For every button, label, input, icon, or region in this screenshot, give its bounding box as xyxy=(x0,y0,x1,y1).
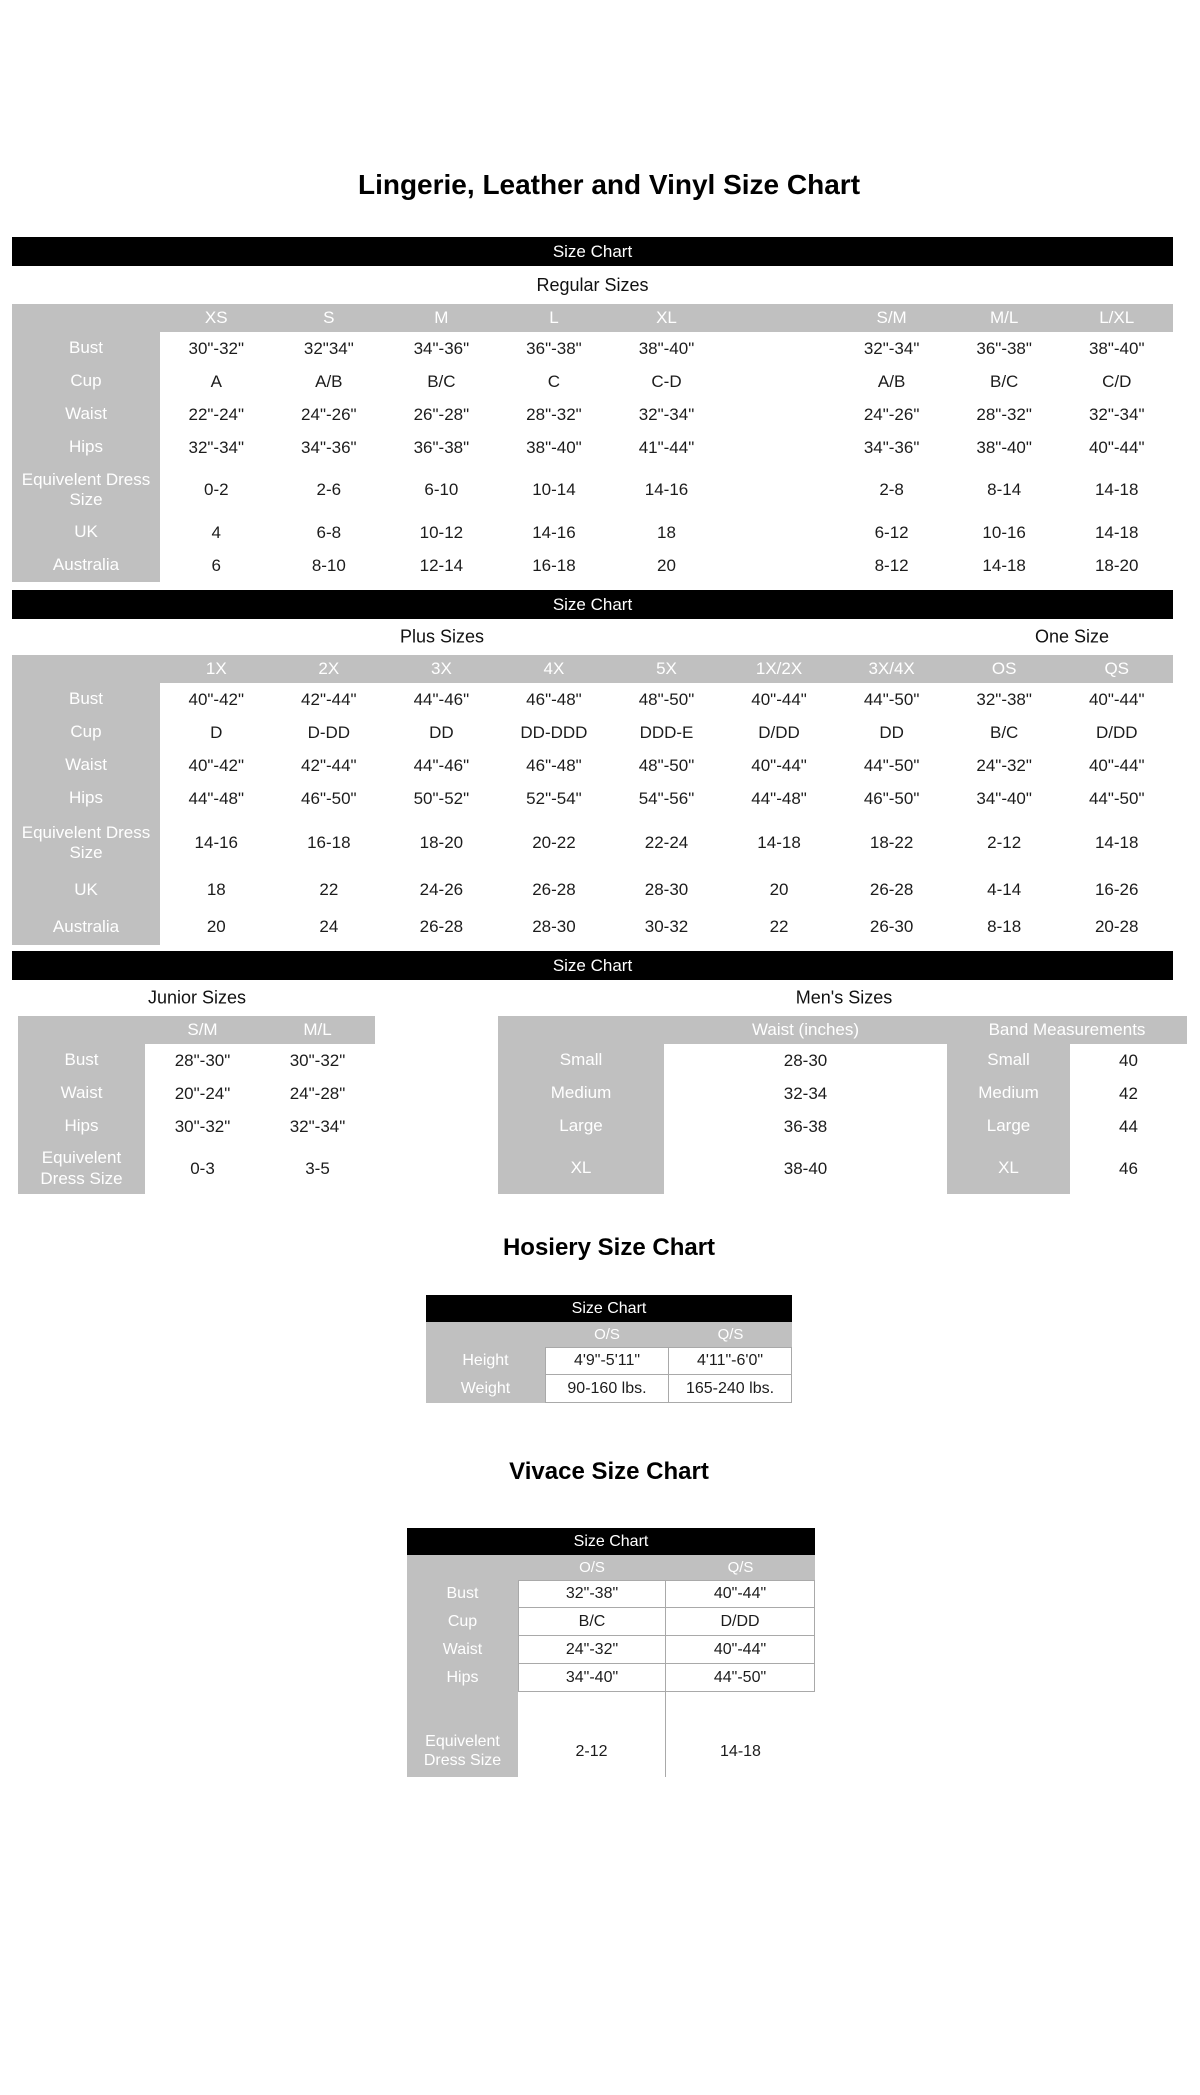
table-cell: 28-30 xyxy=(498,909,611,945)
table-cell: 34"-40" xyxy=(518,1664,666,1692)
junior-sizes-table xyxy=(18,1016,375,1194)
table-cell: 22"-24" xyxy=(160,398,273,431)
size-chart-bar-hosiery xyxy=(426,1295,792,1322)
table-cell: DDD-E xyxy=(610,716,723,749)
row-label: Equivelent Dress Size xyxy=(407,1726,518,1777)
table-cell: C-D xyxy=(610,365,723,398)
table-cell xyxy=(723,549,836,582)
table-cell: 18-22 xyxy=(835,815,948,871)
table-cell: 22 xyxy=(273,871,386,909)
table-row-dress-size xyxy=(407,1726,815,1777)
table-row-cup xyxy=(12,716,1173,749)
table-cell: 32"-34" xyxy=(835,332,948,365)
table-cell: 8-14 xyxy=(948,464,1061,516)
row-label: Equivelent Dress Size xyxy=(12,464,160,516)
table-cell xyxy=(723,332,836,365)
column-header: 4X xyxy=(498,655,611,683)
table-cell: 32"-38" xyxy=(948,683,1061,716)
table-cell: 38-40 xyxy=(664,1143,947,1194)
table-cell: 8-18 xyxy=(948,909,1061,945)
column-header: L xyxy=(498,304,611,332)
table-cell: 42"-44" xyxy=(273,749,386,782)
column-header xyxy=(723,304,836,332)
row-label: Hips xyxy=(12,782,160,815)
table-cell: 18-20 xyxy=(385,815,498,871)
table-row-bust xyxy=(12,683,1173,716)
row-label: Bust xyxy=(12,332,160,365)
page-header xyxy=(12,168,1200,202)
table-cell xyxy=(723,398,836,431)
table-cell: B/C xyxy=(948,365,1061,398)
table-cell: 40"-44" xyxy=(666,1636,815,1664)
size-chart-bar-label: Size Chart xyxy=(552,955,633,975)
table-cell: 44"-46" xyxy=(385,683,498,716)
row-label: Height xyxy=(426,1347,545,1375)
table-cell: 14-18 xyxy=(1060,464,1173,516)
table-cell: 24"-26" xyxy=(273,398,386,431)
table-row-cup xyxy=(407,1608,815,1636)
row-label: Large xyxy=(947,1110,1070,1143)
header-corner-cell xyxy=(12,304,160,332)
row-label: Cup xyxy=(12,365,160,398)
row-label: Weight xyxy=(426,1375,545,1403)
size-chart-bar-plus xyxy=(12,590,1173,619)
mens-sizes-table xyxy=(498,1016,1187,1194)
column-header: L/XL xyxy=(1060,304,1173,332)
table-cell: 4'9"-5'11" xyxy=(545,1347,669,1375)
table-cell: 10-16 xyxy=(948,516,1061,549)
size-chart-bar-label: Size Chart xyxy=(571,1299,647,1317)
table-row-australia xyxy=(12,909,1173,945)
table-cell: 6-8 xyxy=(273,516,386,549)
table-cell: 30"-32" xyxy=(145,1110,260,1143)
table-cell: 26-28 xyxy=(385,909,498,945)
table-cell: 10-12 xyxy=(385,516,498,549)
table-cell: 44 xyxy=(1070,1110,1187,1143)
vivace-heading-wrap xyxy=(12,1456,1200,1488)
size-chart-bar-regular xyxy=(12,237,1173,266)
table-cell: 6 xyxy=(160,549,273,582)
table-cell: C xyxy=(498,365,611,398)
mens-sizes-label: Men's Sizes xyxy=(795,987,893,1008)
column-header: M xyxy=(385,304,498,332)
column-header: O/S xyxy=(545,1322,669,1347)
table-cell: 30"-32" xyxy=(160,332,273,365)
table-cell xyxy=(723,365,836,398)
table-cell: 14-16 xyxy=(498,516,611,549)
table-cell: 14-16 xyxy=(610,464,723,516)
table-cell: 34"-36" xyxy=(385,332,498,365)
table-cell: 20-28 xyxy=(1060,909,1173,945)
table-cell: 46"-48" xyxy=(498,749,611,782)
table-cell: 4-14 xyxy=(948,871,1061,909)
table-row-medium xyxy=(498,1077,1187,1110)
table-cell: 38"-40" xyxy=(498,431,611,464)
row-label: Hips xyxy=(407,1664,518,1692)
table-cell: 24"-26" xyxy=(835,398,948,431)
table-cell: 26-28 xyxy=(498,871,611,909)
table-cell: 40"-44" xyxy=(1060,431,1173,464)
table-cell: 30-32 xyxy=(610,909,723,945)
header-corner-cell xyxy=(426,1322,545,1347)
table-row-australia xyxy=(12,549,1173,582)
table-cell: C/D xyxy=(1060,365,1173,398)
mens-header-row xyxy=(498,1016,1187,1044)
table-cell: 16-26 xyxy=(1060,871,1173,909)
table-cell: 44"-48" xyxy=(160,782,273,815)
table-cell: 26"-28" xyxy=(385,398,498,431)
row-label: Bust xyxy=(12,683,160,716)
header-corner-cell xyxy=(407,1555,518,1580)
table-cell: 18-20 xyxy=(1060,549,1173,582)
table-cell: 36-38 xyxy=(664,1110,947,1143)
table-cell: 54"-56" xyxy=(610,782,723,815)
column-header: S/M xyxy=(835,304,948,332)
row-label: UK xyxy=(12,871,160,909)
table-cell: 40"-44" xyxy=(1060,683,1173,716)
table-row-xl xyxy=(498,1143,1187,1194)
table-row-waist xyxy=(12,749,1173,782)
column-header: S xyxy=(273,304,386,332)
table-row-hips xyxy=(12,431,1173,464)
table-row-large xyxy=(498,1110,1187,1143)
table-row-hips xyxy=(407,1664,815,1692)
table-cell: 2-12 xyxy=(948,815,1061,871)
table-cell: D/DD xyxy=(1060,716,1173,749)
table-cell: 26-28 xyxy=(835,871,948,909)
table-cell: 24"-32" xyxy=(948,749,1061,782)
column-header: O/S xyxy=(518,1555,666,1580)
table-cell: DD xyxy=(385,716,498,749)
table-cell: 34"-40" xyxy=(948,782,1061,815)
column-header: S/M xyxy=(145,1016,260,1044)
table-cell: 30"-32" xyxy=(260,1044,375,1077)
plus-one-size-heading xyxy=(12,619,1173,655)
table-cell: 28"-30" xyxy=(145,1044,260,1077)
row-label: Waist xyxy=(12,749,160,782)
table-cell: 32-34 xyxy=(664,1077,947,1110)
table-cell: 44"-50" xyxy=(835,749,948,782)
row-label: Medium xyxy=(947,1077,1070,1110)
table-cell: A xyxy=(160,365,273,398)
plus-sizes-table xyxy=(12,655,1173,945)
row-label: XL xyxy=(498,1143,664,1194)
table-row-bust xyxy=(407,1580,815,1608)
table-cell: A/B xyxy=(273,365,386,398)
column-header: 1X xyxy=(160,655,273,683)
table-cell: D/DD xyxy=(723,716,836,749)
table-cell: 44"-46" xyxy=(385,749,498,782)
table-cell: 16-18 xyxy=(273,815,386,871)
table-cell: 20"-24" xyxy=(145,1077,260,1110)
junior-sizes-label: Junior Sizes xyxy=(147,987,247,1008)
column-header: XS xyxy=(160,304,273,332)
hosiery-header-row xyxy=(426,1322,792,1347)
table-cell: 46"-48" xyxy=(498,683,611,716)
row-label xyxy=(407,1692,518,1726)
table-cell: 46"-50" xyxy=(835,782,948,815)
table-cell: 24"-32" xyxy=(518,1636,666,1664)
row-label: Small xyxy=(498,1044,664,1077)
table-row-dress-size xyxy=(18,1143,375,1194)
table-cell xyxy=(723,464,836,516)
table-cell: 20 xyxy=(160,909,273,945)
table-cell: 32"-34" xyxy=(260,1110,375,1143)
empty-cell xyxy=(518,1692,666,1726)
table-cell: 48"-50" xyxy=(610,683,723,716)
table-cell: B/C xyxy=(518,1608,666,1636)
row-label: Waist xyxy=(407,1636,518,1664)
table-cell: 0-3 xyxy=(145,1143,260,1194)
table-cell: 38"-40" xyxy=(1060,332,1173,365)
table-cell: 44"-50" xyxy=(666,1664,815,1692)
table-cell: 50"-52" xyxy=(385,782,498,815)
table-cell: 52"-54" xyxy=(498,782,611,815)
table-row-bust xyxy=(18,1044,375,1077)
table-cell: 42"-44" xyxy=(273,683,386,716)
table-cell: 14-18 xyxy=(948,549,1061,582)
table-cell: 20 xyxy=(610,549,723,582)
size-chart-bar-vivace xyxy=(407,1528,815,1555)
column-header: 5X xyxy=(610,655,723,683)
table-cell: 2-6 xyxy=(273,464,386,516)
table-cell: 28-30 xyxy=(610,871,723,909)
table-cell: 18 xyxy=(160,871,273,909)
regular-sizes-heading xyxy=(12,266,1173,304)
table-cell: 48"-50" xyxy=(610,749,723,782)
row-label: XL xyxy=(947,1143,1070,1194)
row-label: Hips xyxy=(12,431,160,464)
table-cell: 12-14 xyxy=(385,549,498,582)
header-corner-cell xyxy=(18,1016,145,1044)
table-row-weight xyxy=(426,1375,792,1403)
row-label: Large xyxy=(498,1110,664,1143)
plus-header-row xyxy=(12,655,1173,683)
row-label: Bust xyxy=(407,1580,518,1608)
band-measurements-header: Band Measurements xyxy=(947,1016,1187,1044)
table-cell: 8-10 xyxy=(273,549,386,582)
table-cell: 28"-32" xyxy=(498,398,611,431)
table-cell: 26-30 xyxy=(835,909,948,945)
table-cell xyxy=(723,516,836,549)
table-cell: 40"-44" xyxy=(1060,749,1173,782)
one-size-label: One Size xyxy=(1034,626,1110,647)
table-cell: 14-16 xyxy=(160,815,273,871)
table-cell: 28"-32" xyxy=(948,398,1061,431)
table-cell: 16-18 xyxy=(498,549,611,582)
row-label: Hips xyxy=(18,1110,145,1143)
size-chart-bar-label: Size Chart xyxy=(573,1532,649,1550)
junior-header-row xyxy=(18,1016,375,1044)
row-label: Waist xyxy=(12,398,160,431)
vivace-header-row xyxy=(407,1555,815,1580)
header-corner-cell xyxy=(498,1016,664,1044)
table-cell: 46 xyxy=(1070,1143,1187,1194)
row-label: Equivelent Dress Size xyxy=(12,815,160,871)
empty-cell xyxy=(666,1692,815,1726)
column-header: 2X xyxy=(273,655,386,683)
table-cell: 44"-50" xyxy=(1060,782,1173,815)
table-cell: 90-160 lbs. xyxy=(545,1375,669,1403)
table-row-uk xyxy=(12,516,1173,549)
table-cell: 14-18 xyxy=(666,1726,815,1777)
table-cell: B/C xyxy=(948,716,1061,749)
column-header: Q/S xyxy=(666,1555,815,1580)
table-cell: 42 xyxy=(1070,1077,1187,1110)
table-cell: 8-12 xyxy=(835,549,948,582)
table-cell: 40"-42" xyxy=(160,683,273,716)
table-cell: 4'11"-6'0" xyxy=(669,1347,792,1375)
table-cell: 34"-36" xyxy=(273,431,386,464)
table-cell: 32"34" xyxy=(273,332,386,365)
table-cell: 40"-44" xyxy=(723,683,836,716)
hosiery-heading: Hosiery Size Chart xyxy=(502,1234,716,1261)
row-label: Waist xyxy=(18,1077,145,1110)
row-label: Cup xyxy=(407,1608,518,1636)
table-row-hips xyxy=(12,782,1173,815)
column-header: M/L xyxy=(948,304,1061,332)
table-cell: 36"-38" xyxy=(498,332,611,365)
table-cell: 32"-34" xyxy=(610,398,723,431)
table-cell: 46"-50" xyxy=(273,782,386,815)
column-header: 3X xyxy=(385,655,498,683)
table-cell: 0-2 xyxy=(160,464,273,516)
table-cell: 32"-34" xyxy=(160,431,273,464)
size-chart-bar-label: Size Chart xyxy=(552,594,633,614)
row-label: Medium xyxy=(498,1077,664,1110)
table-cell: 44"-50" xyxy=(835,683,948,716)
table-cell: 14-18 xyxy=(723,815,836,871)
table-cell: 40"-44" xyxy=(723,749,836,782)
table-cell: 18 xyxy=(610,516,723,549)
table-cell: D-DD xyxy=(273,716,386,749)
table-row-small xyxy=(498,1044,1187,1077)
regular-sizes-table xyxy=(12,304,1173,582)
table-cell: 2-8 xyxy=(835,464,948,516)
table-cell: 40 xyxy=(1070,1044,1187,1077)
header-corner-cell xyxy=(12,655,160,683)
table-row-bust xyxy=(12,332,1173,365)
column-header: 1X/2X xyxy=(723,655,836,683)
row-label: Bust xyxy=(18,1044,145,1077)
column-header: XL xyxy=(610,304,723,332)
table-row-waist xyxy=(12,398,1173,431)
row-label: Cup xyxy=(12,716,160,749)
table-cell: 22 xyxy=(723,909,836,945)
table-cell: 40"-44" xyxy=(666,1580,815,1608)
table-cell: 34"-36" xyxy=(835,431,948,464)
table-cell: 6-10 xyxy=(385,464,498,516)
table-cell: 10-14 xyxy=(498,464,611,516)
table-cell: 3-5 xyxy=(260,1143,375,1194)
plus-sizes-label: Plus Sizes xyxy=(399,626,485,647)
table-cell: 14-18 xyxy=(1060,516,1173,549)
table-row-dress-size xyxy=(12,815,1173,871)
table-cell: 24"-28" xyxy=(260,1077,375,1110)
row-label: Small xyxy=(947,1044,1070,1077)
table-cell: D/DD xyxy=(666,1608,815,1636)
column-header: 3X/4X xyxy=(835,655,948,683)
table-cell xyxy=(723,431,836,464)
table-cell: 14-18 xyxy=(1060,815,1173,871)
row-label: Equivelent Dress Size xyxy=(18,1143,145,1194)
row-label: Australia xyxy=(12,549,160,582)
table-cell: 38"-40" xyxy=(610,332,723,365)
table-cell: 2-12 xyxy=(518,1726,666,1777)
table-row-dress-size xyxy=(12,464,1173,516)
vivace-table xyxy=(407,1528,815,1777)
table-cell: 40"-42" xyxy=(160,749,273,782)
table-row-uk xyxy=(12,871,1173,909)
size-chart-bar-junior-mens xyxy=(12,951,1173,980)
table-cell: 28-30 xyxy=(664,1044,947,1077)
table-cell: 36"-38" xyxy=(948,332,1061,365)
table-cell: 41"-44" xyxy=(610,431,723,464)
table-cell: 6-12 xyxy=(835,516,948,549)
regular-sizes-label: Regular Sizes xyxy=(536,274,649,295)
table-row-waist xyxy=(407,1636,815,1664)
table-cell: 24-26 xyxy=(385,871,498,909)
table-cell: 32"-38" xyxy=(518,1580,666,1608)
table-cell: B/C xyxy=(385,365,498,398)
table-cell: 20 xyxy=(723,871,836,909)
table-cell: D xyxy=(160,716,273,749)
table-cell: 44"-48" xyxy=(723,782,836,815)
table-cell: DD xyxy=(835,716,948,749)
vivace-heading: Vivace Size Chart xyxy=(509,1458,709,1485)
table-cell: DD-DDD xyxy=(498,716,611,749)
row-label: Australia xyxy=(12,909,160,945)
waist-inches-header: Waist (inches) xyxy=(664,1016,947,1044)
table-spacer-row xyxy=(407,1692,815,1726)
column-header: OS xyxy=(948,655,1061,683)
hosiery-table xyxy=(426,1295,792,1403)
table-cell: 22-24 xyxy=(610,815,723,871)
column-header: QS xyxy=(1060,655,1173,683)
table-cell: 32"-34" xyxy=(1060,398,1173,431)
table-cell: 20-22 xyxy=(498,815,611,871)
table-cell: A/B xyxy=(835,365,948,398)
table-row-waist xyxy=(18,1077,375,1110)
page-title: Lingerie, Leather and Vinyl Size Chart xyxy=(357,169,861,200)
table-cell: 24 xyxy=(273,909,386,945)
junior-mens-section xyxy=(12,1016,1173,1196)
junior-mens-heading xyxy=(12,980,1173,1016)
size-chart-bar-label: Size Chart xyxy=(552,241,633,261)
row-label: UK xyxy=(12,516,160,549)
table-cell: 4 xyxy=(160,516,273,549)
column-header: M/L xyxy=(260,1016,375,1044)
regular-header-row xyxy=(12,304,1173,332)
table-row-cup xyxy=(12,365,1173,398)
table-row-height xyxy=(426,1347,792,1375)
table-row-hips xyxy=(18,1110,375,1143)
column-header: Q/S xyxy=(669,1322,792,1347)
hosiery-heading-wrap xyxy=(12,1232,1200,1264)
table-cell: 38"-40" xyxy=(948,431,1061,464)
table-cell: 165-240 lbs. xyxy=(669,1375,792,1403)
table-cell: 36"-38" xyxy=(385,431,498,464)
